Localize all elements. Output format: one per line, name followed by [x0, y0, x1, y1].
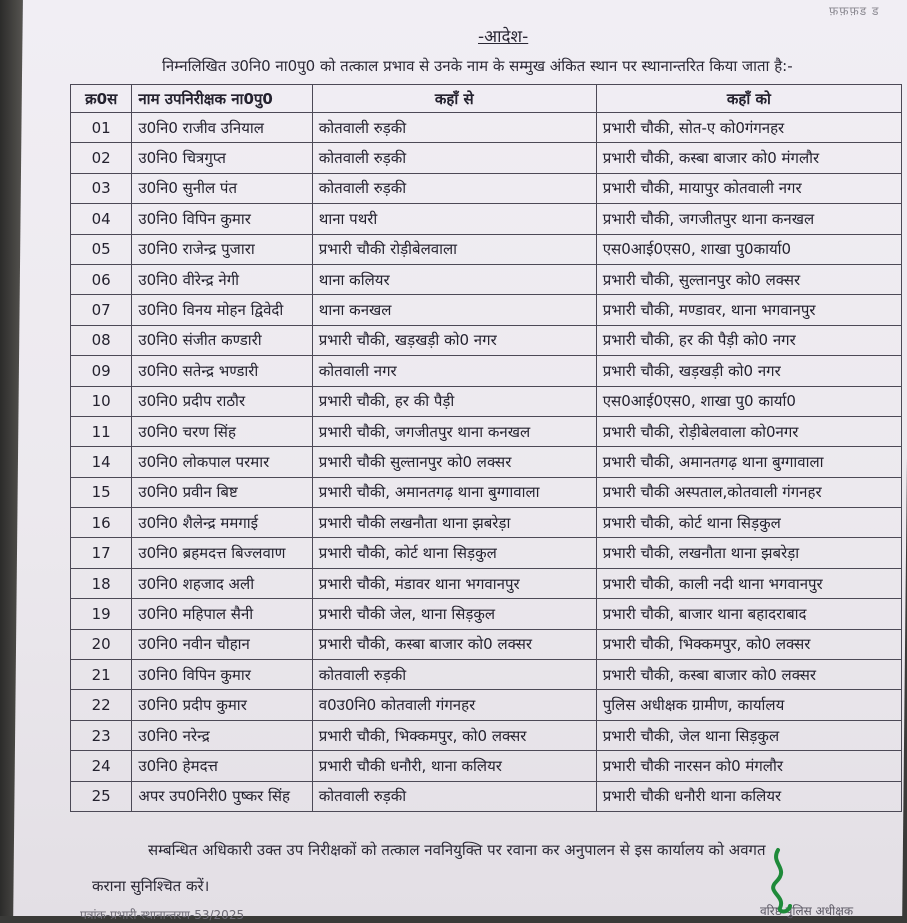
table-row: [71, 599, 902, 629]
footer-instruction-end: कराना सुनिश्चित करें।: [92, 877, 210, 895]
cell-to: पुलिस अधीक्षक ग्रामीण, कार्यालय: [596, 690, 901, 720]
cell-serial: 20: [71, 629, 132, 659]
cell-name: उ0नि0 हेमदत्त: [132, 751, 312, 781]
header-from: कहाँ से: [312, 85, 596, 113]
transfer-table: [70, 84, 902, 812]
table-row: [71, 234, 902, 264]
table-row: [71, 295, 902, 325]
table-row: [71, 568, 902, 598]
table-row: [71, 416, 902, 446]
table-row: [71, 477, 902, 507]
signatory-title: वरिष्ठ पुलिस अधीक्षक: [760, 904, 854, 918]
table-row: [71, 660, 902, 690]
cell-from: प्रभारी चौकी लखनौता थाना झबरेड़ा: [312, 508, 596, 538]
cell-serial: 19: [71, 599, 132, 629]
cell-from: कोतवाली रुड़की: [312, 781, 596, 811]
cell-name: उ0नि0 चित्रगुप्त: [132, 143, 312, 173]
cell-name: उ0नि0 विपिन कुमार: [132, 660, 312, 690]
cell-serial: 04: [71, 204, 132, 234]
cell-name: उ0नि0 वीरेन्द्र नेगी: [132, 264, 312, 294]
cell-name: उ0नि0 ब्रहमदत्त बिज्लवाण: [132, 538, 312, 568]
cell-name: उ0नि0 सुनील पंत: [132, 173, 312, 203]
cell-name: उ0नि0 महिपाल सैनी: [132, 599, 312, 629]
table-row: [71, 508, 902, 538]
cell-to: एस0आई0एस0, शाखा पु0 कार्या0: [596, 386, 901, 416]
cell-to: प्रभारी चौकी, कस्बा बाजार को0 लक्सर: [596, 660, 901, 690]
cell-to: प्रभारी चौकी, अमानतगढ़ थाना बुग्गावाला: [596, 447, 901, 477]
cell-to: प्रभारी चौकी, मायापुर कोतवाली नगर: [596, 173, 901, 203]
table-row: [71, 143, 902, 173]
cell-to: प्रभारी चौकी, कस्बा बाजार को0 मंगलौर: [596, 143, 901, 173]
footer-instruction: सम्बन्धित अधिकारी उक्त उप निरीक्षकों को तत्काल नवनियुक्ति पर रवाना कर अनुपालन से इस कार्यालय को अवगत: [148, 841, 766, 859]
cell-name: उ0नि0 नरेन्द्र: [132, 720, 312, 750]
cell-from: कोतवाली नगर: [312, 356, 596, 386]
cell-serial: 07: [71, 295, 132, 325]
cell-from: कोतवाली रुड़की: [312, 173, 596, 203]
cell-from: थाना पथरी: [312, 204, 596, 234]
cell-serial: 17: [71, 538, 132, 568]
cell-name: उ0नि0 राजीव उनियाल: [132, 113, 312, 143]
cell-from: थाना कलियर: [312, 264, 596, 294]
cell-from: प्रभारी चौकी सुल्तानपुर को0 लक्सर: [312, 447, 596, 477]
cell-from: प्रभारी चौकी, खड़खड़ी को0 नगर: [312, 325, 596, 355]
cell-serial: 25: [71, 781, 132, 811]
cell-name: अपर उप0निरी0 पुष्कर सिंह: [132, 781, 312, 811]
cell-serial: 14: [71, 447, 132, 477]
cell-name: उ0नि0 प्रदीप राठौर: [132, 386, 312, 416]
cell-to: प्रभारी चौकी, खड़खड़ी को0 नगर: [596, 356, 901, 386]
header-serial: क्र0स: [71, 85, 132, 113]
cell-serial: 11: [71, 416, 132, 446]
cell-to: प्रभारी चौकी, सोत-ए को0गंगनहर: [596, 113, 901, 143]
table-row: [71, 751, 902, 781]
cell-serial: 18: [71, 568, 132, 598]
signature-mark: [760, 846, 810, 916]
cell-to: प्रभारी चौकी, काली नदी थाना भगवानपुर: [596, 568, 901, 598]
cell-name: उ0नि0 नवीन चौहान: [132, 629, 312, 659]
cell-name: उ0नि0 विपिन कुमार: [132, 204, 312, 234]
cell-to: प्रभारी चौकी नारसन को0 मंगलौर: [596, 751, 901, 781]
cell-name: उ0नि0 शहजाद अली: [132, 568, 312, 598]
cell-from: प्रभारी चौकी, हर की पैड़ी: [312, 386, 596, 416]
table-row: [71, 173, 902, 203]
cell-to: प्रभारी चौकी, लखनौता थाना झबरेड़ा: [596, 538, 901, 568]
table-row: [71, 538, 902, 568]
table-row: [71, 113, 902, 143]
header-name: नाम उपनिरीक्षक ना0पु0: [132, 85, 312, 113]
cell-to: एस0आई0एस0, शाखा पु0कार्या0: [596, 234, 901, 264]
intro-text: निम्नलिखित उ0नि0 ना0पु0 को तत्काल प्रभाव से उनके नाम के सम्मुख अंकित स्थान पर स्थानान्तरित किया जाता है:-: [162, 57, 793, 75]
cell-to: प्रभारी चौकी, भिक्कमपुर, को0 लक्सर: [596, 629, 901, 659]
cell-serial: 08: [71, 325, 132, 355]
cell-serial: 06: [71, 264, 132, 294]
cell-serial: 24: [71, 751, 132, 781]
cell-from: प्रभारी चौकी, कस्बा बाजार को0 लक्सर: [312, 629, 596, 659]
cell-from: प्रभारी चौकी जेल, थाना सिड़कुल: [312, 599, 596, 629]
cell-serial: 01: [71, 113, 132, 143]
cell-to: प्रभारी चौकी, बाजार थाना बहादराबाद: [596, 599, 901, 629]
cell-from: प्रभारी चौकी, भिक्कमपुर, को0 लक्सर: [312, 720, 596, 750]
corner-text: फ़फ़फ़ड ड: [829, 4, 880, 18]
cell-serial: 02: [71, 143, 132, 173]
cell-from: कोतवाली रुड़की: [312, 660, 596, 690]
cell-name: उ0नि0 प्रदीप कुमार: [132, 690, 312, 720]
header-to: कहाँ को: [596, 85, 901, 113]
cell-from: कोतवाली रुड़की: [312, 113, 596, 143]
cell-from: प्रभारी चौकी रोड़ीबेलवाला: [312, 234, 596, 264]
document-title: -आदेश-: [478, 27, 529, 47]
cell-to: प्रभारी चौकी, कोर्ट थाना सिड़कुल: [596, 508, 901, 538]
cell-name: उ0नि0 शैलेन्द्र ममगाई: [132, 508, 312, 538]
cell-to: प्रभारी चौकी, हर की पैड़ी को0 नगर: [596, 325, 901, 355]
cell-name: उ0नि0 लोकपाल परमार: [132, 447, 312, 477]
cell-to: प्रभारी चौकी अस्पताल,कोतवाली गंगनहर: [596, 477, 901, 507]
cell-name: उ0नि0 प्रवीन बिष्ट: [132, 477, 312, 507]
cell-to: प्रभारी चौकी, सुल्तानपुर को0 लक्सर: [596, 264, 901, 294]
table-row: [71, 690, 902, 720]
table-row: [71, 325, 902, 355]
cell-from: प्रभारी चौकी धनौरी, थाना कलियर: [312, 751, 596, 781]
cell-from: प्रभारी चौकी, जगजीतपुर थाना कनखल: [312, 416, 596, 446]
table-header-row: [71, 85, 902, 113]
table-row: [71, 386, 902, 416]
table-row: [71, 264, 902, 294]
reference-number: पत्रांक-प्रभारी-स्थानान्तरण-53/2025: [80, 908, 245, 922]
cell-from: व0उ0नि0 कोतवाली गंगनहर: [312, 690, 596, 720]
table-row: [71, 356, 902, 386]
table-row: [71, 720, 902, 750]
cell-serial: 21: [71, 660, 132, 690]
table-row: [71, 781, 902, 811]
cell-name: उ0नि0 सतेन्द्र भण्डारी: [132, 356, 312, 386]
cell-to: प्रभारी चौकी, रोड़ीबेलवाला को0नगर: [596, 416, 901, 446]
cell-from: थाना कनखल: [312, 295, 596, 325]
cell-name: उ0नि0 चरण सिंह: [132, 416, 312, 446]
cell-serial: 10: [71, 386, 132, 416]
cell-serial: 23: [71, 720, 132, 750]
cell-serial: 22: [71, 690, 132, 720]
cell-from: प्रभारी चौकी, अमानतगढ़ थाना बुग्गावाला: [312, 477, 596, 507]
cell-from: कोतवाली रुड़की: [312, 143, 596, 173]
table-row: [71, 204, 902, 234]
cell-name: उ0नि0 राजेन्द्र पुजारा: [132, 234, 312, 264]
cell-name: उ0नि0 संजीत कण्डारी: [132, 325, 312, 355]
cell-serial: 09: [71, 356, 132, 386]
cell-serial: 15: [71, 477, 132, 507]
table-row: [71, 629, 902, 659]
cell-name: उ0नि0 विनय मोहन द्विवेदी: [132, 295, 312, 325]
cell-serial: 05: [71, 234, 132, 264]
cell-to: प्रभारी चौकी, जेल थाना सिड़कुल: [596, 720, 901, 750]
cell-from: प्रभारी चौकी, कोर्ट थाना सिड़कुल: [312, 538, 596, 568]
table-row: [71, 447, 902, 477]
cell-to: प्रभारी चौकी, जगजीतपुर थाना कनखल: [596, 204, 901, 234]
cell-to: प्रभारी चौकी, मण्डावर, थाना भगवानपुर: [596, 295, 901, 325]
cell-to: प्रभारी चौकी धनौरी थाना कलियर: [596, 781, 901, 811]
cell-serial: 03: [71, 173, 132, 203]
cell-serial: 16: [71, 508, 132, 538]
cell-from: प्रभारी चौकी, मंडावर थाना भगवानपुर: [312, 568, 596, 598]
